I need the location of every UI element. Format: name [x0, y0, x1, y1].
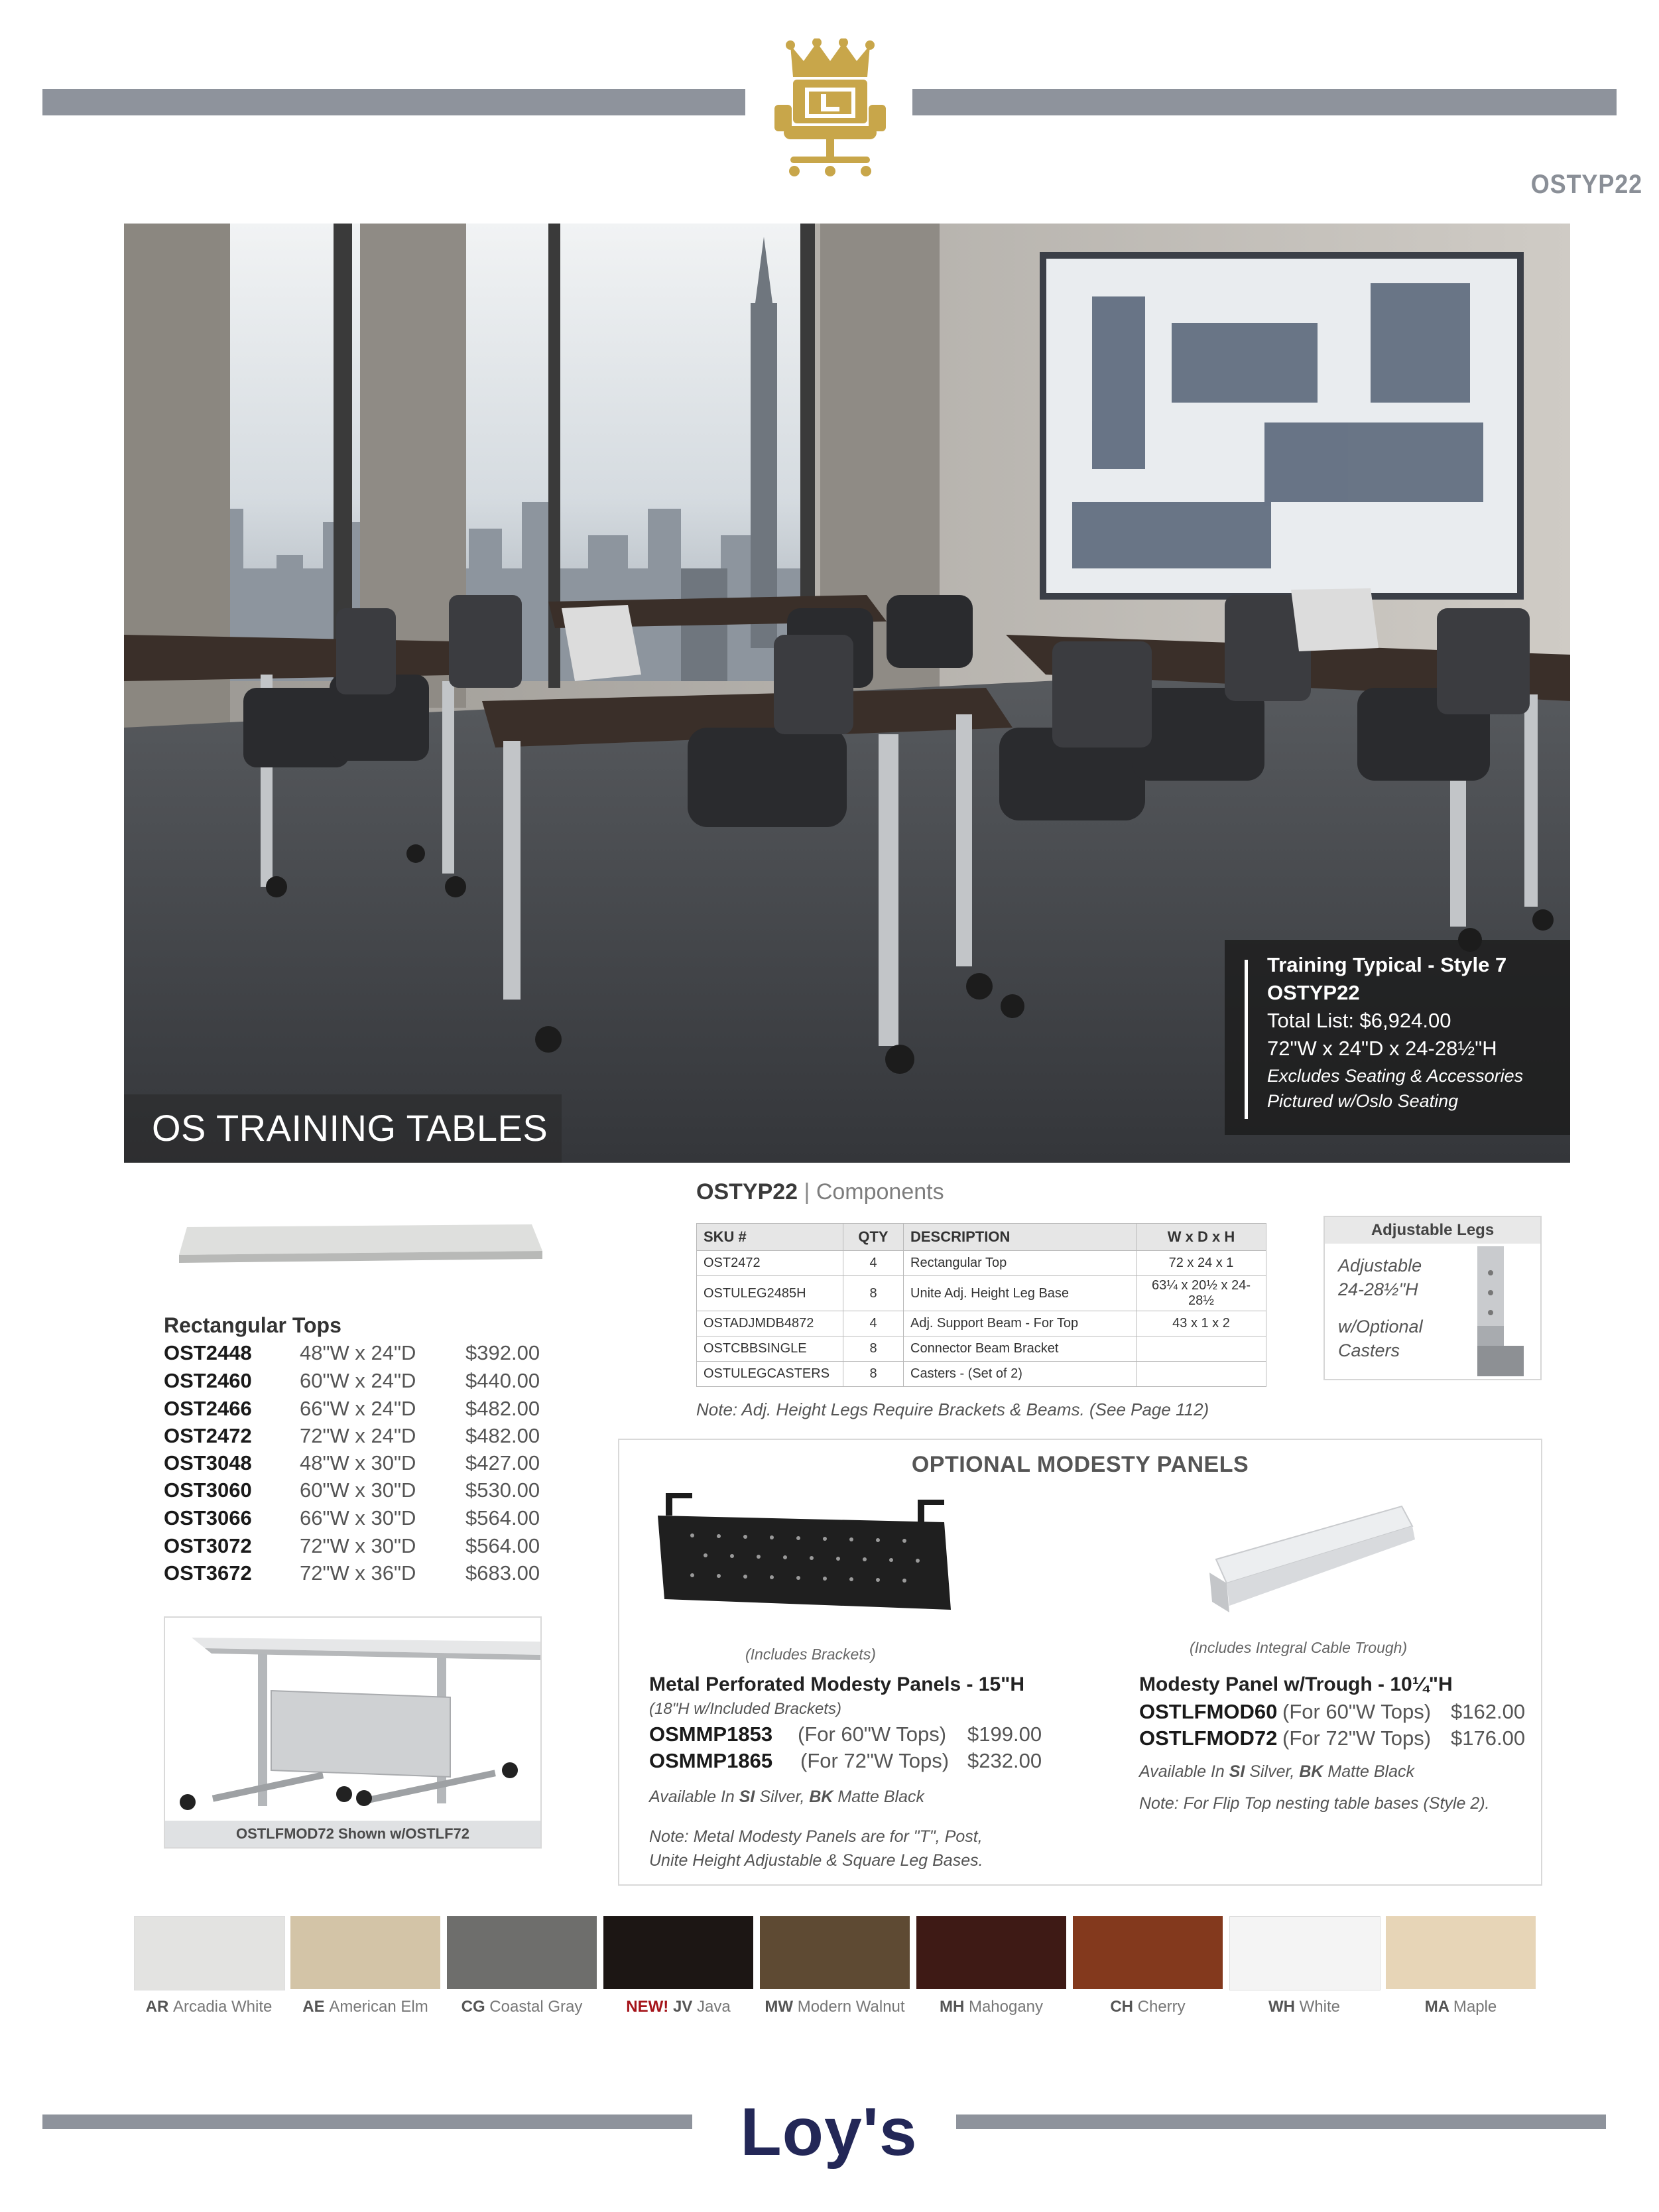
finish-swatch [447, 1916, 597, 1989]
cell-sku: OST2472 [697, 1251, 843, 1276]
components-code: OSTYP22 [696, 1179, 798, 1204]
top-size: 66"W x 30"D [300, 1506, 416, 1529]
top-sku: OST2466 [164, 1397, 252, 1420]
top-price: $564.00 [465, 1506, 540, 1529]
cell-dims: 63¼ x 20½ x 24-28½ [1137, 1276, 1266, 1311]
avail-prefix: Available In [1139, 1762, 1229, 1781]
flip-top-image-box [164, 1616, 542, 1849]
top-sku: OST3048 [164, 1451, 252, 1474]
col-qty: QTY [843, 1224, 904, 1251]
top-sku: OST3060 [164, 1478, 252, 1502]
finish-label [603, 1998, 753, 2016]
cell-sku: OSTCBBSINGLE [697, 1336, 843, 1362]
col-description: DESCRIPTION [904, 1224, 1137, 1251]
top-sku: OST3066 [164, 1506, 252, 1529]
brand-name: Loy's [740, 2094, 918, 2170]
top-size: 72"W x 36"D [300, 1561, 416, 1585]
cell-dims [1137, 1362, 1266, 1387]
adjustable-line-3: w/Optional [1338, 1317, 1423, 1336]
cell-description: Rectangular Top [904, 1251, 1137, 1276]
finish-label [290, 1998, 440, 2016]
typical-name: Training Typical - Style 7 [1267, 953, 1507, 976]
modesty-panels-title: OPTIONAL MODESTY PANELS [911, 1452, 1249, 1477]
finish-name: Maple [1453, 1998, 1497, 2016]
typical-total: Total List: $6,924.00 [1267, 1009, 1451, 1032]
finish-swatch [290, 1916, 440, 1989]
table-row [697, 1251, 1266, 1276]
modesty-panels-box [618, 1439, 1542, 1886]
metal-panel-caption: (Includes Brackets) [745, 1646, 876, 1663]
avail-si: SI [739, 1788, 755, 1806]
finish-code: CG [461, 1998, 490, 2016]
col-sku: SKU # [697, 1224, 843, 1251]
top-size: 48"W x 24"D [300, 1341, 416, 1364]
top-price: $482.00 [465, 1424, 540, 1447]
finish-label [1386, 1998, 1536, 2016]
finish-name: Arcadia White [172, 1998, 273, 2016]
finish-name: Cherry [1137, 1998, 1186, 2016]
metal-price: $232.00 [967, 1749, 1042, 1772]
finish-swatch [760, 1916, 910, 1989]
trough-desc: (For 60"W Tops) [1282, 1700, 1432, 1723]
finish-code: MH [939, 1998, 969, 2016]
avail-mid: Silver, [1245, 1762, 1300, 1781]
rectangular-tops-title: Rectangular Tops [164, 1313, 341, 1337]
trough-desc: (For 72"W Tops) [1282, 1726, 1432, 1750]
adjustable-line-2: 24-28½"H [1338, 1279, 1418, 1299]
finish-swatch [134, 1916, 285, 1990]
metal-panel-subtitle: (18"H w/Included Brackets) [649, 1700, 841, 1718]
top-sku: OST2460 [164, 1369, 252, 1392]
avail-bk: BK [1299, 1762, 1323, 1781]
trough-modesty-panel-image [1196, 1500, 1422, 1626]
cell-dims: 43 x 1 x 2 [1137, 1311, 1266, 1336]
top-sku: OST2448 [164, 1341, 252, 1364]
new-badge: NEW! [626, 1998, 673, 2016]
metal-desc: (For 60"W Tops) [798, 1723, 947, 1746]
cell-sku: OSTADJMDB4872 [697, 1311, 843, 1336]
finish-label [134, 1998, 284, 2016]
trough-availability [1139, 1762, 1414, 1782]
components-label: Components [816, 1179, 944, 1204]
hero-title-box [124, 1094, 562, 1163]
cell-qty: 8 [843, 1362, 904, 1387]
hero-title: OS TRAINING TABLES [152, 1107, 548, 1149]
top-size: 72"W x 24"D [300, 1424, 416, 1447]
cell-qty: 4 [843, 1251, 904, 1276]
finish-name: Modern Walnut [797, 1998, 905, 2016]
avail-prefix: Available In [649, 1788, 739, 1806]
finish-name: American Elm [329, 1998, 428, 2016]
cell-sku: OSTULEG2485H [697, 1276, 843, 1311]
metal-note-1: Note: Metal Modesty Panels are for "T", Post, [649, 1827, 983, 1846]
typical-note-1: Excludes Seating & Accessories [1267, 1066, 1524, 1086]
footer-bar-left [42, 2114, 692, 2129]
typical-code: OSTYP22 [1267, 981, 1360, 1004]
metal-note-2: Unite Height Adjustable & Square Leg Bases. [649, 1851, 983, 1870]
top-size: 48"W x 30"D [300, 1451, 416, 1474]
header-bar-left [42, 89, 745, 115]
top-price: $440.00 [465, 1369, 540, 1392]
finish-code: MW [765, 1998, 798, 2016]
metal-availability [649, 1788, 924, 1807]
components-table [696, 1223, 1266, 1387]
finish-code: WH [1268, 1998, 1300, 2016]
cell-description: Adj. Support Beam - For Top [904, 1311, 1137, 1336]
top-price: $482.00 [465, 1397, 540, 1420]
top-size: 72"W x 30"D [300, 1534, 416, 1557]
top-sku: OST3672 [164, 1561, 252, 1585]
metal-sku: OSMMP1853 [649, 1723, 773, 1746]
cell-dims: 72 x 24 x 1 [1137, 1251, 1266, 1276]
crown-chair-logo-icon [770, 38, 890, 178]
typical-info-box [1225, 940, 1570, 1135]
components-heading [696, 1179, 944, 1205]
top-sku: OST2472 [164, 1424, 252, 1447]
top-size: 60"W x 30"D [300, 1478, 416, 1502]
typical-dims: 72"W x 24"D x 24-28½"H [1267, 1037, 1497, 1060]
finish-swatch [916, 1916, 1066, 1989]
rectangular-top-image [174, 1220, 545, 1267]
finish-code: AE [302, 1998, 330, 2016]
trough-panel-title: Modesty Panel w/Trough - 10¼"H [1139, 1673, 1453, 1695]
cell-qty: 8 [843, 1276, 904, 1311]
info-box-rule [1245, 960, 1248, 1119]
flip-top-table-image [165, 1618, 540, 1821]
finish-code: AR [145, 1998, 173, 2016]
cell-description: Unite Adj. Height Leg Base [904, 1276, 1137, 1311]
finish-label [1073, 1998, 1223, 2016]
adjustable-legs-box [1323, 1216, 1542, 1380]
cell-qty: 8 [843, 1336, 904, 1362]
top-price: $683.00 [465, 1561, 540, 1585]
finish-swatch [1073, 1916, 1223, 1989]
top-sku: OST3072 [164, 1534, 252, 1557]
top-size: 60"W x 24"D [300, 1369, 416, 1392]
page-sku-code: OSTYP22 [1530, 170, 1643, 199]
finish-name: Mahogany [968, 1998, 1044, 2016]
finish-code: CH [1110, 1998, 1138, 2016]
components-note: Note: Adj. Height Legs Require Brackets & Beams. (See Page 112) [696, 1399, 1209, 1419]
cell-description: Connector Beam Bracket [904, 1336, 1137, 1362]
finish-code: JV [672, 1998, 697, 2016]
cell-description: Casters - (Set of 2) [904, 1362, 1137, 1387]
finish-swatch [1386, 1916, 1536, 1989]
top-price: $392.00 [465, 1341, 540, 1364]
table-row [697, 1311, 1266, 1336]
top-size: 66"W x 24"D [300, 1397, 416, 1420]
top-price: $530.00 [465, 1478, 540, 1502]
finish-name: White [1299, 1998, 1340, 2016]
cell-dims [1137, 1336, 1266, 1362]
table-row [697, 1362, 1266, 1387]
finish-name: Coastal Gray [489, 1998, 583, 2016]
finish-label [447, 1998, 597, 2016]
metal-sku: OSMMP1865 [649, 1749, 773, 1772]
avail-bk: BK [809, 1788, 833, 1806]
metal-modesty-panel-image [652, 1493, 957, 1612]
adjustable-line-1: Adjustable [1338, 1256, 1422, 1275]
flip-top-caption: OSTLFMOD72 Shown w/OSTLF72 [165, 1821, 540, 1847]
trough-price: $176.00 [1451, 1726, 1526, 1750]
finish-code: MA [1424, 1998, 1453, 2016]
trough-note: Note: For Flip Top nesting table bases (Style 2). [1139, 1794, 1490, 1813]
header-bar-right [912, 89, 1617, 115]
finish-swatch [603, 1916, 753, 1989]
finish-label [760, 1998, 910, 2016]
avail-mid: Silver, [755, 1788, 810, 1806]
training-room-photo [124, 224, 1570, 1163]
typical-note-2: Pictured w/Oslo Seating [1267, 1091, 1459, 1111]
finish-label [1229, 1998, 1379, 2016]
top-price: $564.00 [465, 1534, 540, 1557]
metal-desc: (For 72"W Tops) [800, 1749, 950, 1772]
metal-panel-title: Metal Perforated Modesty Panels - 15"H [649, 1673, 1025, 1695]
col-dims: W x D x H [1137, 1224, 1266, 1251]
avail-si: SI [1229, 1762, 1245, 1781]
avail-suffix: Matte Black [833, 1788, 925, 1806]
trough-panel-caption: (Includes Integral Cable Trough) [1190, 1639, 1408, 1656]
finish-swatch [1229, 1916, 1381, 1990]
components-header-row [697, 1224, 1266, 1251]
metal-price: $199.00 [967, 1723, 1042, 1746]
finish-name: Java [696, 1998, 731, 2016]
trough-price: $162.00 [1451, 1700, 1526, 1723]
loys-logo [696, 2093, 961, 2170]
finish-label [916, 1998, 1066, 2016]
cell-sku: OSTULEGCASTERS [697, 1362, 843, 1387]
adjustable-legs-title: Adjustable Legs [1325, 1217, 1540, 1244]
adjustable-leg-image [1464, 1246, 1524, 1376]
top-price: $427.00 [465, 1451, 540, 1474]
avail-suffix: Matte Black [1323, 1762, 1415, 1781]
trough-sku: OSTLFMOD72 [1139, 1726, 1278, 1750]
table-row [697, 1276, 1266, 1311]
table-row [697, 1336, 1266, 1362]
cell-qty: 4 [843, 1311, 904, 1336]
trough-sku: OSTLFMOD60 [1139, 1700, 1278, 1723]
components-separator: | [804, 1179, 810, 1204]
footer-bar-right [956, 2114, 1606, 2129]
adjustable-line-4: Casters [1338, 1340, 1400, 1360]
